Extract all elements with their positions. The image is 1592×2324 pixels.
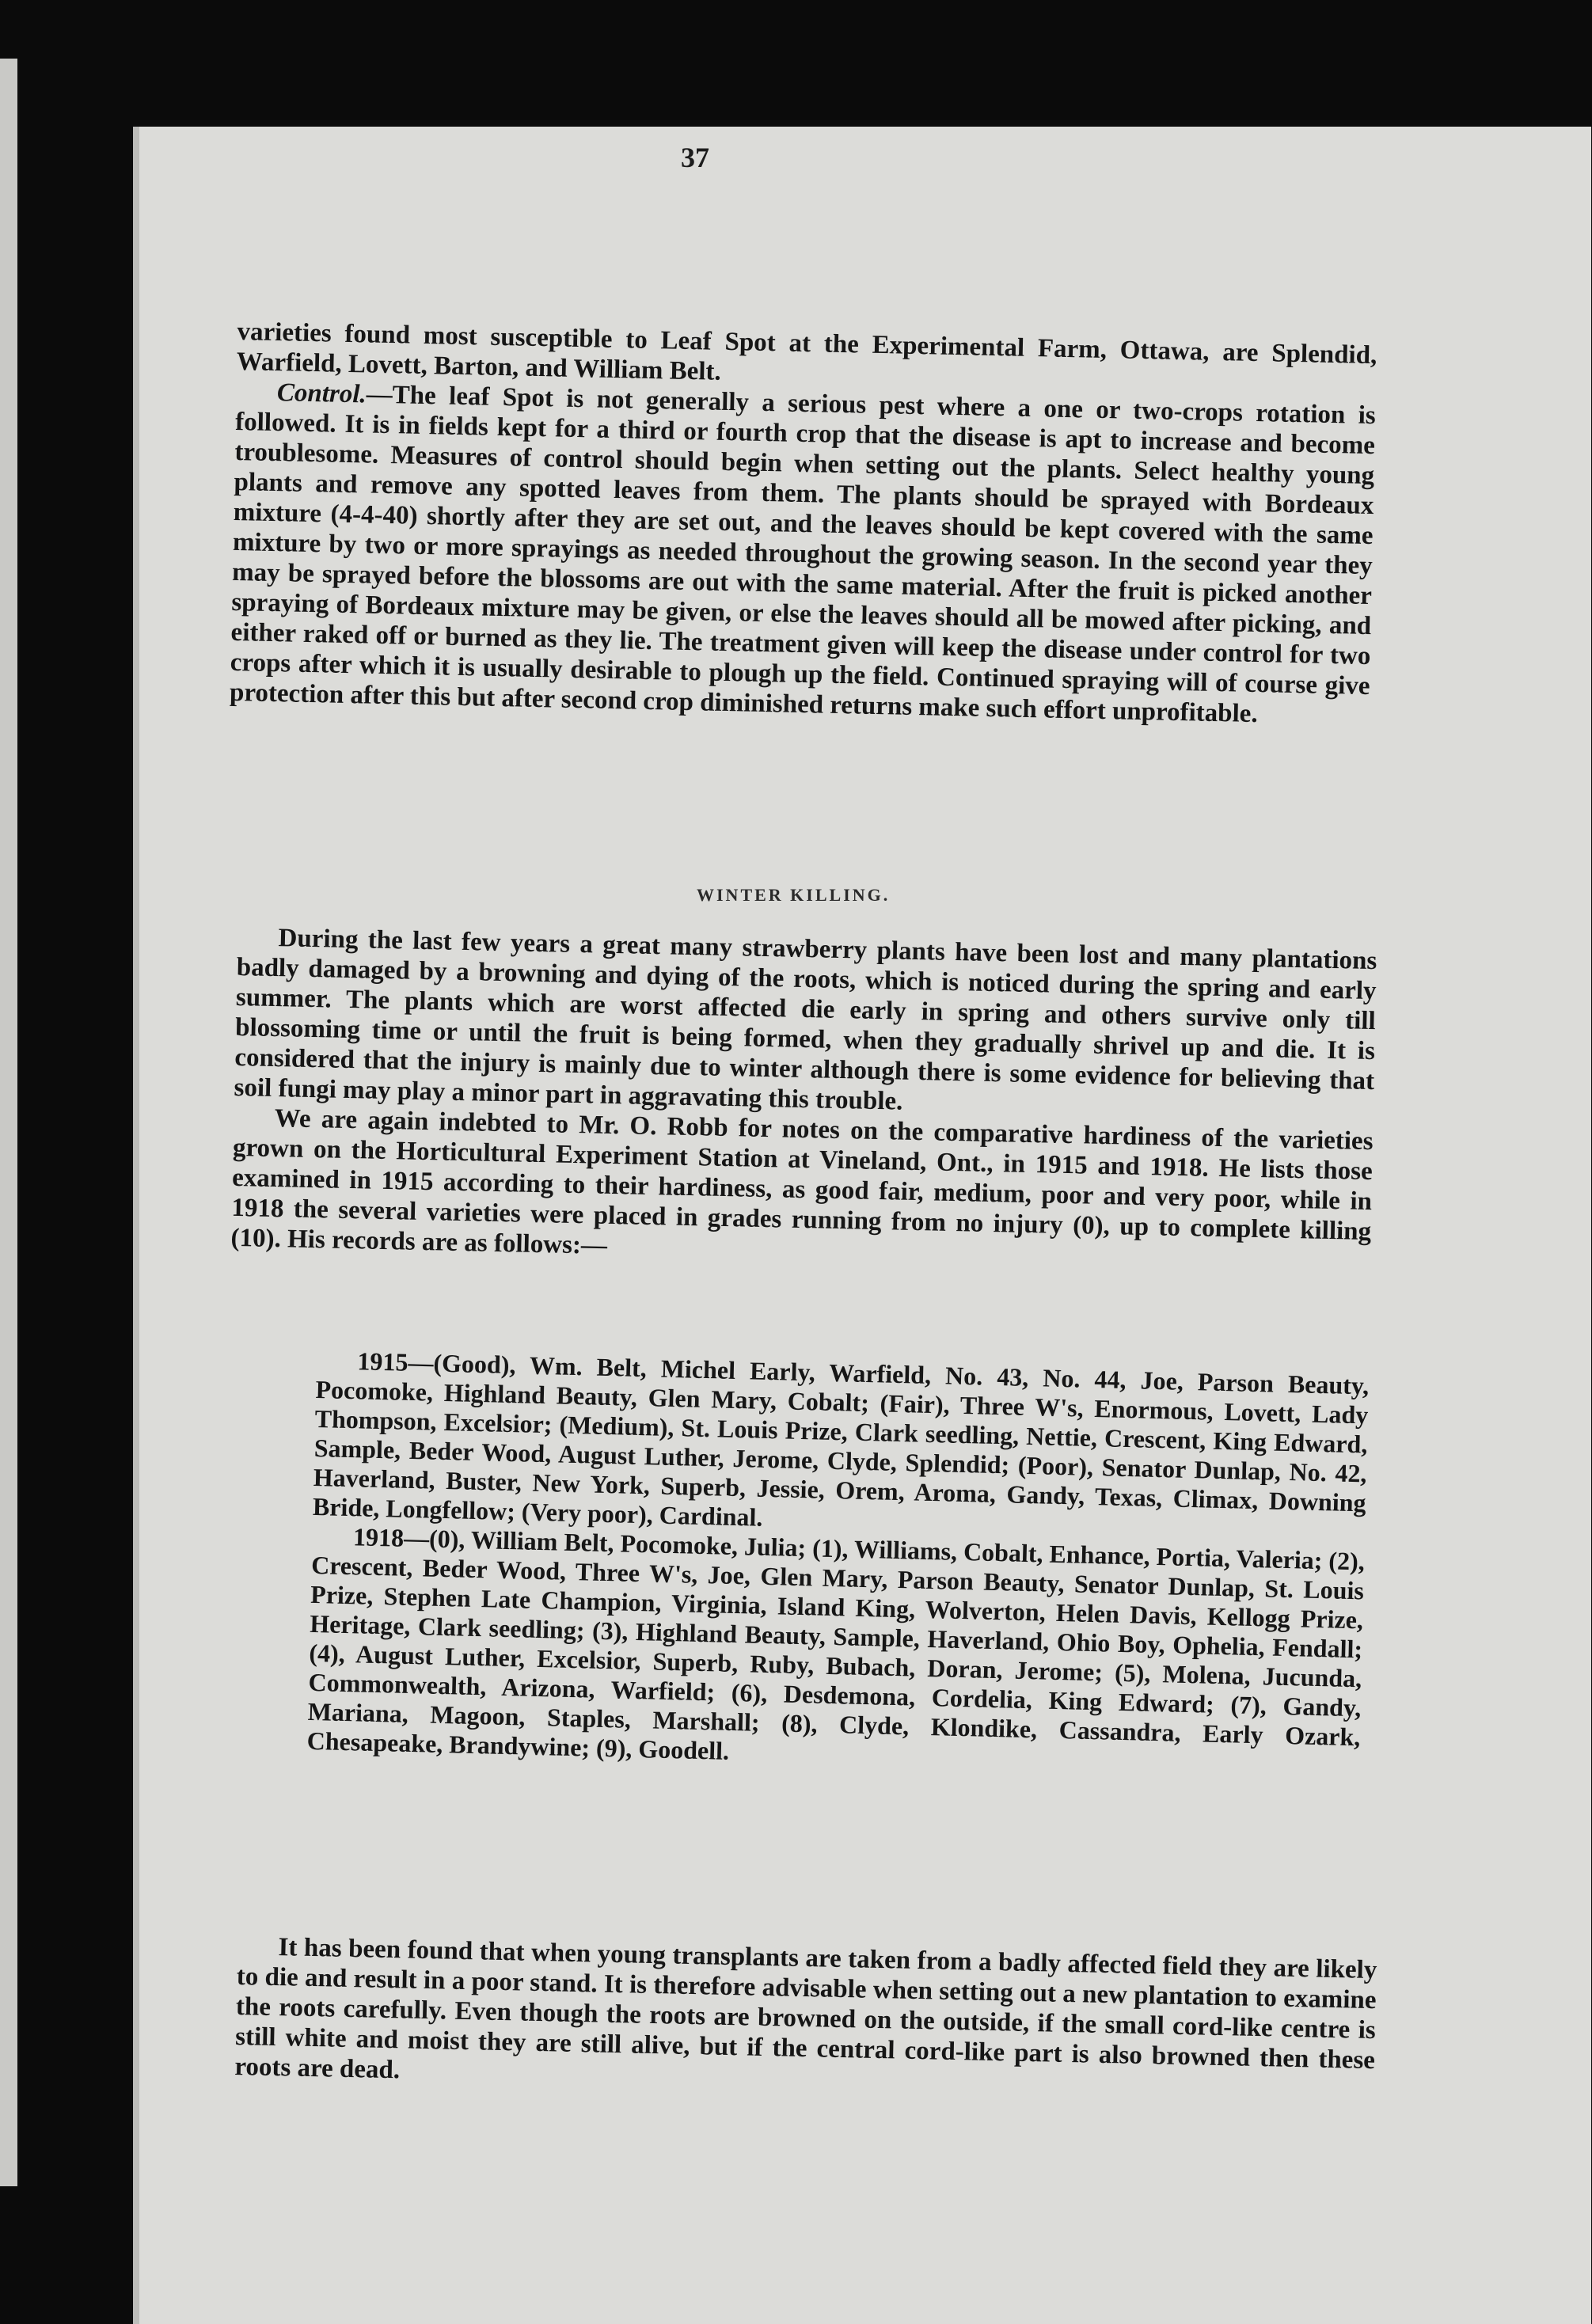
transplant-section xyxy=(234,1931,1377,2106)
hardiness-records xyxy=(306,1346,1369,1781)
leaf-spot-section xyxy=(230,317,1377,731)
records-1918: 1918—(0), William Belt, Pocomoke, Julia; (1), Williams, Cobalt, Enhance, Portia, Valeria; (2), Crescent, Beder Wood, Three W's, Joe, Glen Mary, Parson Beauty, Senator Dunlap, St. Louis Prize, Stephen Late Champion, Virginia, Island King, Wolverton, Helen Davis, Kellogg Prize, Heritage, Clark seedling; (3), Highland Beauty, Sample, Haverland, Ohio Boy, Ophelia, Fendall; (4), August Luther, Excelsior, Superb, Ruby, Bubach, Doran, Jerome; (5), Molena, Jucunda, Commonwealth, Arizona, Warfield; (6), Desdemona, Cordelia, King Edward; (7), Gandy, Mariana, Magoon, Staples, Marshall; (8), Clyde, Klondike, Cassandra, Early Ozark, Chesapeake, Brandywine; (9), Goodell. xyxy=(306,1522,1366,1765)
varieties-paragraph: varieties found most susceptible to Leaf Spot at the Experimental Farm, Ottawa, are Splendid, Warfield, Lovett, Barton, and William Belt. xyxy=(236,317,1377,386)
winter-paragraph-2: We are again indebted to Mr. O. Robb for notes on the comparative hardiness of the varieties grown on the Horticultural Experiment Station at Vineland, Ont., in 1915 and 1918. He lists those examined in 1915 according to their hardiness, as good fair, medium, poor and very poor, while in 1918 the several varieties were placed in grades running from no injury (0), up to complete killing (10). His records are as follows:— xyxy=(230,1104,1374,1260)
page-spine-shadow xyxy=(133,127,139,2324)
control-paragraph xyxy=(230,377,1376,731)
page-number: 37 xyxy=(681,142,709,173)
control-label: Control. xyxy=(276,378,367,409)
section-heading-winter-killing: WINTER KILLING. xyxy=(697,885,891,905)
final-paragraph: It has been found that when young transplants are taken from a badly affected field they are likely to die and result in a poor stand. It is therefore advisable when setting out a new plantation to examine the roots carefully. Even though the roots are browned on the outside, if the small cord-like centre is still white and moist they are still alive, but if the central cord-like part is also browned then these roots are dead. xyxy=(234,1933,1377,2085)
adjacent-page-edge xyxy=(0,59,17,2186)
winter-paragraph-1: During the last few years a great many strawberry plants have been lost and many plantations badly damaged by a browning and dying of the roots, which is noticed during the spring and early summer. The plants which are worst affected die early in spring and others survive only till blossoming time or until the fruit is being formed, when they gradually shrivel up and die. It is considered that the injury is mainly due to winter although there is some evidence for believing that soil fungi may play a minor part in aggravating this trouble. xyxy=(234,924,1377,1116)
control-text: —The leaf Spot is not generally a serious pest where a one or two-crops rotation is followed. It is in fields kept for a third or fourth crop that the disease is apt to increase and become troublesome. Measures of control should begin when setting out the plants. Select healthy young plants and remove any spotted leaves from them. The plants should be sprayed with Bordeaux mixture (4-4-40) shortly after they are set out, and the leaves should be kept covered with the same mixture by two or more sprayings as needed throughout the growing season. In the second year they may be sprayed before the blossoms are out with the same material. After the fruit is picked another spraying of Bordeaux mixture may be given, or else the leaves should all be mowed after picking, and either raked off or burned as they lie. The treatment given will keep the disease under control for two crops after which it is usually desirable to plough up the field. Continued spraying will of course give protection after this but after second crop diminished returns make such effort unprofitable. xyxy=(229,380,1377,729)
records-1915: 1915—(Good), Wm. Belt, Michel Early, Warfield, No. 43, No. 44, Joe, Parson Beauty, Pocomoke, Highland Beauty, Glen Mary, Cobalt; (Fair), Three W's, Enormous, Lovett, Lady Thompson, Excelsior; (Medium), St. Louis Prize, Clark seedling, Nettie, Crescent, King Edward, Sample, Beder Wood, August Luther, Jerome, Clyde, Splendid; (Poor), Senator Dunlap, No. 42, Haverland, Buster, New York, Superb, Jessie, Orem, Aroma, Gandy, Texas, Climax, Downing Bride, Longfellow; (Very poor), Cardinal. xyxy=(312,1346,1370,1532)
winter-killing-section xyxy=(230,922,1377,1277)
